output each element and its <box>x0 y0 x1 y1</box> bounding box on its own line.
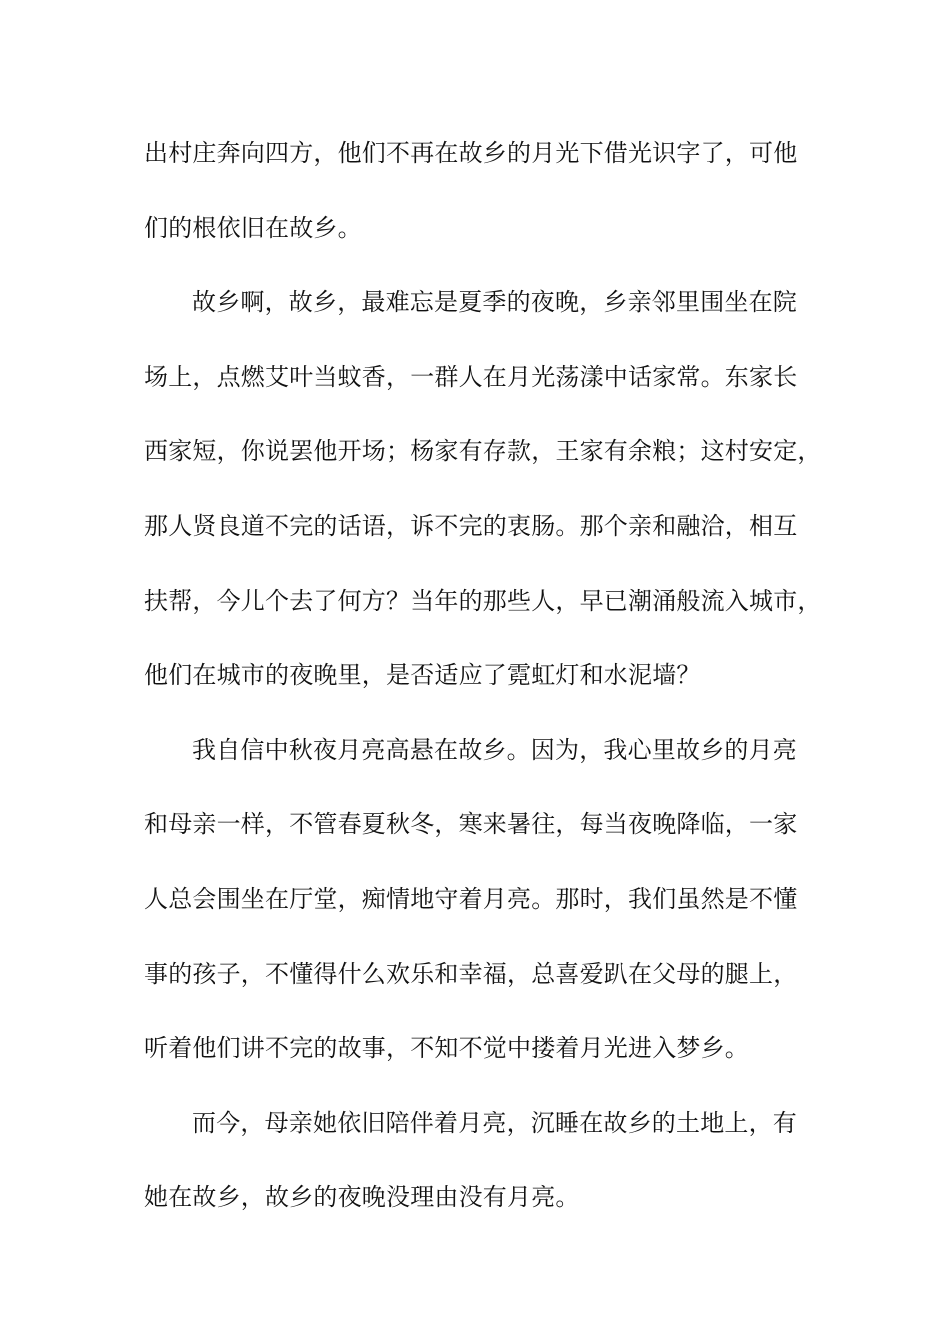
text-line: 场上，点燃艾叶当蚊香，一群人在月光荡漾中话家常。东家长 <box>144 362 798 391</box>
paragraph-start-line: 我自信中秋夜月亮高悬在故乡。因为，我心里故乡的月亮 <box>192 735 797 764</box>
text-line: 那人贤良道不完的话语，诉不完的衷肠。那个亲和融洽，相互 <box>144 511 798 540</box>
text-line: 人总会围坐在厅堂，痴情地守着月亮。那时，我们虽然是不懂 <box>144 884 798 913</box>
body-text <box>144 126 844 1245</box>
text-line: 们的根依旧在故乡。 <box>144 213 362 242</box>
text-line: 出村庄奔向四方，他们不再在故乡的月光下借光识字了，可他 <box>144 139 798 167</box>
text-line: 她在故乡，故乡的夜晚没理由没有月亮。 <box>144 1183 580 1212</box>
text-line: 事的孩子，不懂得什么欢乐和幸福，总喜爱趴在父母的腿上， <box>144 959 798 988</box>
text-line: 扶帮，今儿个去了何方？当年的那些人，早已潮涌般流入城市， <box>144 586 822 615</box>
text-line: 和母亲一样，不管春夏秋冬，寒来暑往，每当夜晚降临，一家 <box>144 810 798 839</box>
text-line: 听着他们讲不完的故事，不知不觉中搂着月光进入梦乡。 <box>144 1034 749 1063</box>
paragraph-start-line: 而今，母亲她依旧陪伴着月亮，沉睡在故乡的土地上，有 <box>192 1108 797 1137</box>
text-line: 西家短，你说罢他开场；杨家有存款，王家有余粮；这村安定， <box>144 437 822 466</box>
text-line: 他们在城市的夜晚里，是否适应了霓虹灯和水泥墙？ <box>144 661 701 690</box>
paragraph-start-line: 故乡啊，故乡，最难忘是夏季的夜晚，乡亲邻里围坐在院 <box>192 288 797 317</box>
